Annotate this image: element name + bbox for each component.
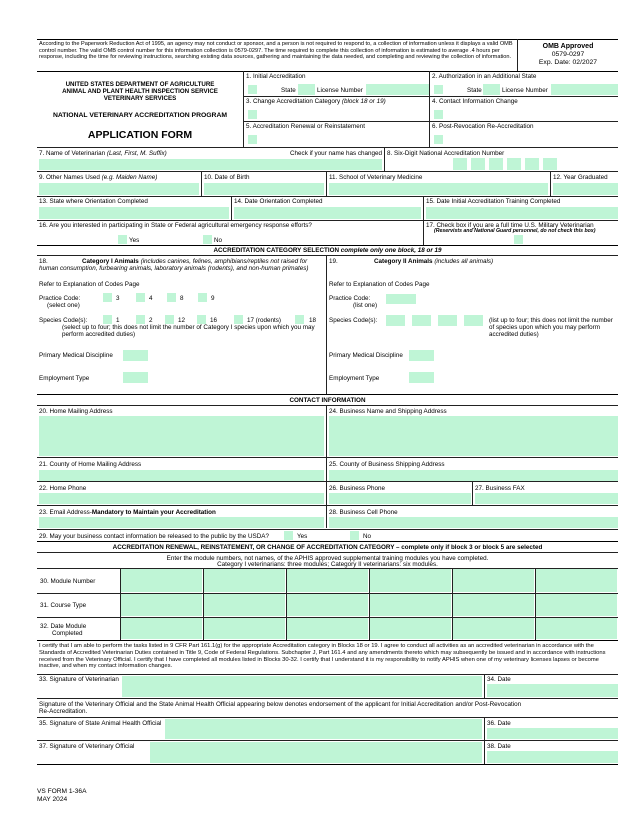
b19-employment-field[interactable] (409, 372, 434, 383)
agency-line-1: UNITED STATES DEPARTMENT OF AGRICULTURE (65, 81, 215, 88)
date-of-birth-field[interactable] (204, 183, 324, 195)
practice-code-9-checkbox[interactable] (198, 293, 207, 302)
accreditation-digit-4[interactable] (507, 158, 521, 170)
b18-species-note-1: (select up to four; this does not limit the number of Category I species upon which you may (62, 324, 315, 331)
b18-refer-codes: Refer to Explanation of Codes Page (39, 281, 140, 288)
b19-species-note-3: accredited duties) (489, 331, 539, 338)
block-22-label: 22. Home Phone (39, 485, 87, 492)
b19-refer-codes: Refer to Explanation of Codes Page (329, 281, 430, 288)
form-number: VS FORM 1-36A (37, 788, 87, 795)
module-number-cell-4[interactable] (370, 569, 451, 592)
b19-primary-discipline-label: Primary Medical Discipline (329, 352, 403, 359)
practice-code-4-checkbox[interactable] (136, 293, 145, 302)
paperwork-notice: According to the Paperwork Reduction Act of 1995, an agency may not conduct or sponsor, and a person is not required to respond to, a collection of information unless it displays a valid OMB control number. The valid OMB control number for this information collection is 0579-0297. The time required to complete this collection of information is estimated to average .4 hours per response, including the time for reviewing instructions, searching existing data sources, gathering and maintaining the data needed, and completing and reviewing the collection of information. (39, 41, 513, 61)
initial-accreditation-checkbox[interactable] (248, 85, 257, 94)
block-6-label: 6. Post-Revocation Re-Accreditation (432, 123, 534, 130)
emergency-no-checkbox[interactable] (203, 235, 212, 244)
b18-species-note-2: perform accredited duties) (62, 331, 136, 338)
date-completed-cell-4[interactable] (370, 618, 451, 639)
block-8-label: 8. Six-Digit National Accreditation Number (387, 150, 505, 157)
block-13-label: 13. State where Orientation Completed (39, 198, 148, 205)
b19-species-note-2: of species upon which you may perform (489, 324, 600, 331)
veterinarian-date-field[interactable] (487, 684, 618, 697)
course-type-cell-5[interactable] (453, 594, 534, 616)
b19-species-1-field[interactable] (386, 315, 405, 326)
module-number-cell-2[interactable] (204, 569, 285, 592)
application-form-page: According to the Paperwork Reduction Act of 1995, an agency may not conduct or sponsor, and a person is not required to respond to, a collection of information unless it displays a valid OMB control number. The valid OMB control number for this information collection is 0579-0297. The time required to complete this collection of information is estimated to average .4 hours per response, including the time for reviewing instructions, searching existing data sources, gathering and maintaining the data needed, and completing and reviewing the collection of information. OMB Approved 0579-0297 Exp. Date: 02/2027 UNITED STATES DEPARTMENT OF AGRICULTURE ANIMAL AND PLANT HEALTH INSPECTION SERVICE VETERINARY SERVICES NATIONAL VETERINARY ACCREDITATION PROGRAM APPLICATION FORM 1. Initial Accreditation State License Number 2. Authorization in an Additional State State License Number 3. Change Accreditation Category (block 18 or 19) 4. Contact Information Change 5. Accreditation Renewal or Reinstatement 6. Post-Revocation Re-Accreditation 7. Name of Veterinarian (Last, First, M. Suffix) Check if your name has changed 8. Six-Digit National Accreditation Number 9. Other Names Used (e.g. Maiden Name) 10. Date of Birth 11. School of Veterinary Medicine 12. Year Graduated 13. State where Orientation Completed 14. Date Orientation Completed 15. Date Initial Accreditation Training Completed 16. Are you interested in participating in State or Federal agricultural emergency response efforts? Yes No 17. Check box if you are a full time U.S. Military Veterinarian (Reservists and National Guard personnel, do not check this box) ACCREDITATION CATEGORY SELECTION complete only one block, 18 or 19 18. Category I Animals (includes canines, felines, amphibians/reptiles not raised for human consumption, furbearing animals, laboratory animals (rodents), and non-human primates) Refer to Explanation of Codes Page Practice Code: (select one) 3 4 8 9 Species Code(s): 1 2 12 16 17 (rodents) 18 (select up to four; this does not limit the number of Category I species upon which you may perform accredited duties) Primary Medical Discipline Employment Type 19. Category II Animals (includes all animals) Refer to Explanation of Codes Page Practice Code: (list one) Species Code(s): (list up to four; this does not limit the number of species upon which you may perform accredited duties) Primary Medical Discipline Employment Type CONTACT INFORMATION 20. Home Mailing Address 24. Business Name and Shipping Address 21. County of Home Mailing Address 25. County of Business Shipping Address 22. Home Phone 26. Business Phone 27. Business FAX 23. Email Address-Mandatory to Maintain your Accreditation 28. Business Cell Phone 29. May your business contact information be released to the public by the USDA? Yes No ACCREDITATION RENEWAL, REINSTATEMENT, OR CHANGE OF ACCREDITATION CATEGORY – complete only if block 3 or block 5 are selected Enter the module numbers, not names, of the APHIS approved supplemental training modules you have completed. Category I veterinarians: three modules; Category II veterinarians: six modules. 30. Module Number 31. Course Type 32. Date Module Completed I certify that I am able to perform the tasks listed in 9 CFR Part 161.1(g) for the appropriate Accreditation category in Blocks 18 or 19. I agree to conduct all activities as an accredited veterinarian in accordance with the Standards of Accredited Veterinarian Duties contained in Title 9, Code of Federal Regulations. Subchapter J, Part 161.4 and any amendments thereto which may subsequently be issued and in accordance with instructions received from the Veterinary Official. I certify that I have completed all modules listed in Blocks 30-32. I certify that I understand it is my responsibility to notify APHIS when one of my veterinary licenses lapses or become inactive, and when my contact information changes. 33. Signature of Veterinarian 34. Date Signature of the Veterinary Official and the State Animal Health Official appearing below denotes endorsement of the applicant for Initial Accreditation and/or Post-Revocation Re-Accreditation. 35. Signature of State Animal Health Official 36. Date 37. Signature of Veterinary Official 38. Date VS FORM 1-36A MAY 2024 (0, 0, 640, 828)
module-number-cell-6[interactable] (536, 569, 617, 592)
renewal-heading: ACCREDITATION RENEWAL, REINSTATEMENT, OR CHANGE OF ACCREDITATION CATEGORY – complete only if block 3 or block 5 are selected (112, 544, 543, 551)
module-number-cell-1[interactable] (121, 569, 202, 592)
block-18-title: Category I Animals (includes canines, felines, amphibians/reptiles not raised for (82, 258, 308, 265)
veterinary-official-date-field[interactable] (487, 751, 618, 763)
endorsement-text-1: Signature of the Veterinary Official and the State Animal Health Official appearing below denotes endorsement of the applicant for Initial Accreditation and/or Post-Revocation (39, 701, 522, 708)
block-4-label: 4. Contact Information Change (432, 98, 518, 105)
top-rule (37, 39, 618, 40)
home-phone-field[interactable] (39, 493, 324, 504)
module-number-cell-3[interactable] (287, 569, 368, 592)
course-type-cell-2[interactable] (204, 594, 285, 616)
module-number-cell-5[interactable] (453, 569, 534, 592)
b1-state-field[interactable] (298, 84, 315, 95)
b1-license-number-field[interactable] (366, 84, 429, 95)
form-date: MAY 2024 (37, 796, 68, 803)
species-18-checkbox[interactable] (295, 315, 304, 324)
block-24-label: 24. Business Name and Shipping Address (329, 408, 447, 415)
b18-employment-field[interactable] (123, 372, 148, 383)
block-17-note: (Reservists and National Guard personnel, do not check this box) (434, 228, 596, 234)
b18-employment-label: Employment Type (39, 375, 90, 382)
course-type-cell-6[interactable] (536, 594, 617, 616)
b19-practice-code-label: Practice Code: (329, 295, 371, 302)
renewal-instructions-1: Enter the module numbers, not names, of the APHIS approved supplemental training modules you have completed. (166, 555, 489, 562)
name-changed-label: Check if your name has changed (290, 150, 383, 157)
omb-approved-label: OMB Approved (542, 43, 594, 50)
block-2-label: 2. Authorization in an Additional State (432, 73, 537, 80)
home-address-field[interactable] (39, 416, 324, 456)
block-1-label: 1. Initial Accreditation (246, 73, 306, 80)
other-names-field[interactable] (39, 183, 199, 195)
endorsement-text-2: Re-Accreditation. (39, 708, 88, 715)
veterinary-official-signature-field[interactable] (150, 742, 482, 763)
training-date-field[interactable] (426, 207, 618, 219)
post-revocation-checkbox[interactable] (434, 135, 443, 144)
certification-text: I certify that I am able to perform the tasks listed in 9 CFR Part 161.1(g) for the appropriate Accreditation category in Blocks 18 or 19. I agree to conduct all activities as an accredited veterinarian in accordance with the Standards of Accredited Veterinarian Duties contained in Title 9, Code of Federal Regulations. Subchapter J, Part 161.4 and any amendments thereto which may subsequently be issued and in accordance with instructions received from the Veterinary Official. I certify that I have completed all modules listed in Blocks 30-32. I certify that I understand it is my responsibility to notify APHIS when one of my veterinary licenses lapses or become inactive, and when my contact information changes. (39, 643, 606, 670)
school-field[interactable] (329, 183, 548, 195)
date-completed-cell-6[interactable] (536, 618, 617, 639)
block-37-label: 37. Signature of Veterinary Official (39, 743, 135, 750)
date-completed-cell-1[interactable] (121, 618, 202, 639)
block-38-label: 38. Date (487, 743, 511, 750)
program-name: NATIONAL VETERINARY ACCREDITATION PROGRAM (52, 112, 228, 119)
block-12-label: 12. Year Graduated (553, 174, 608, 181)
b2-state-field[interactable] (483, 84, 500, 95)
block-20-label: 20. Home Mailing Address (39, 408, 113, 415)
b18-primary-discipline-field[interactable] (123, 350, 148, 361)
renewal-checkbox[interactable] (248, 135, 257, 144)
military-checkbox[interactable] (514, 235, 523, 244)
block-5-label: 5. Accreditation Renewal or Reinstatement (246, 123, 366, 130)
b19-species-label: Species Code(s): (329, 317, 378, 324)
course-type-cell-1[interactable] (121, 594, 202, 616)
year-graduated-field[interactable] (553, 183, 618, 195)
business-cell-field[interactable] (329, 517, 618, 528)
block-34-label: 34. Date (487, 676, 511, 683)
block-17-label: 17. Check box if you are a full time U.S. Military Veterinarian (426, 222, 594, 229)
contact-heading: CONTACT INFORMATION (289, 397, 366, 404)
release-no-checkbox[interactable] (350, 531, 359, 540)
block-21-label: 21. County of Home Mailing Address (39, 461, 142, 468)
species-17-checkbox[interactable] (234, 315, 243, 324)
block-35-label: 35. Signature of State Animal Health Official (39, 720, 162, 727)
b19-species-4-field[interactable] (464, 315, 483, 326)
state-official-signature-field[interactable] (165, 719, 482, 739)
species-12-checkbox[interactable] (165, 315, 174, 324)
agency-line-3: VETERINARY SERVICES (103, 95, 177, 102)
category-heading: ACCREDITATION CATEGORY SELECTION complete only one block, 18 or 19 (213, 247, 442, 254)
block-10-label: 10. Date of Birth (204, 174, 250, 181)
accreditation-digit-2[interactable] (471, 158, 485, 170)
b18-practice-code-label: Practice Code: (39, 295, 81, 302)
block-29-label: 29. May your business contact information be released to the public by the USDA? (39, 533, 269, 540)
business-phone-field[interactable] (329, 493, 471, 504)
change-category-checkbox[interactable] (248, 110, 257, 119)
accreditation-digit-6[interactable] (543, 158, 557, 170)
b19-practice-code-field[interactable] (386, 294, 416, 304)
species-2-checkbox[interactable] (136, 315, 145, 324)
block-9-label: 9. Other Names Used (e.g. Maiden Name) (39, 174, 158, 181)
block-27-label: 27. Business FAX (475, 485, 525, 492)
block-36-label: 36. Date (487, 720, 511, 727)
b18-primary-discipline-label: Primary Medical Discipline (39, 352, 113, 359)
business-fax-field[interactable] (475, 493, 618, 504)
orientation-date-field[interactable] (234, 207, 421, 219)
b19-primary-discipline-field[interactable] (409, 350, 434, 361)
date-completed-cell-5[interactable] (453, 618, 534, 639)
date-completed-cell-2[interactable] (204, 618, 285, 639)
block-7-label: 7. Name of Veterinarian (Last, First, M. Suffix) (39, 150, 167, 157)
omb-number: 0579-0297 (551, 51, 585, 58)
omb-exp-date: Exp. Date: 02/2027 (538, 59, 598, 66)
email-field[interactable] (39, 517, 324, 528)
renewal-instructions-2: Category I veterinarians: three modules; Category II veterinarians: six modules. (217, 561, 438, 568)
block-30-label: 30. Module Number (40, 578, 96, 585)
contact-change-checkbox[interactable] (434, 110, 443, 119)
practice-code-8-checkbox[interactable] (167, 293, 176, 302)
emergency-yes-checkbox[interactable] (118, 235, 127, 244)
veterinarian-name-field[interactable] (39, 159, 382, 170)
block-3-label: 3. Change Accreditation Category (block 18 or 19) (246, 98, 386, 105)
block-28-label: 28. Business Cell Phone (329, 509, 398, 516)
b19-species-note-1: (list up to four; this does not limit the number (489, 317, 613, 324)
block-23-label: 23. Email Address-Mandatory to Maintain your Accreditation (39, 509, 216, 516)
date-completed-cell-3[interactable] (287, 618, 368, 639)
accreditation-digit-5[interactable] (525, 158, 539, 170)
block-33-label: 33. Signature of Veterinarian (39, 676, 119, 683)
business-address-field[interactable] (329, 416, 618, 456)
name-changed-checkbox[interactable] (372, 160, 381, 169)
block-26-label: 26. Business Phone (329, 485, 386, 492)
release-yes-checkbox[interactable] (284, 531, 293, 540)
block-31-label: 31. Course Type (40, 602, 87, 609)
block-32-label: 32. Date Module (40, 623, 87, 630)
species-16-checkbox[interactable] (197, 315, 206, 324)
additional-state-checkbox[interactable] (434, 85, 443, 94)
b2-license-number-field[interactable] (551, 84, 618, 95)
accreditation-digit-1[interactable] (453, 158, 467, 170)
block-11-label: 11. School of Veterinary Medicine (329, 174, 423, 181)
practice-code-3-checkbox[interactable] (103, 293, 112, 302)
block-14-label: 14. Date Orientation Completed (234, 198, 323, 205)
orientation-state-field[interactable] (39, 207, 229, 219)
block-25-label: 25. County of Business Shipping Address (329, 461, 445, 468)
course-type-cell-4[interactable] (370, 594, 451, 616)
block-15-label: 15. Date Initial Accreditation Training Completed (426, 198, 561, 205)
block-18-desc: human consumption, furbearing animals, laboratory animals (rodents), and non-human primates) (39, 265, 309, 272)
species-1-checkbox[interactable] (103, 315, 112, 324)
state-official-date-field[interactable] (487, 728, 618, 739)
block-19-title: Category II Animals (includes all animals) (374, 258, 494, 265)
b19-employment-label: Employment Type (329, 375, 380, 382)
course-type-cell-3[interactable] (287, 594, 368, 616)
veterinarian-signature-field[interactable] (122, 676, 482, 697)
form-title: APPLICATION FORM (87, 129, 193, 141)
accreditation-digit-3[interactable] (489, 158, 503, 170)
b19-species-2-field[interactable] (412, 315, 431, 326)
b18-species-label: Species Code(s): (39, 317, 88, 324)
business-county-field[interactable] (329, 470, 618, 481)
b19-species-3-field[interactable] (438, 315, 457, 326)
agency-line-2: ANIMAL AND PLANT HEALTH INSPECTION SERVICE (62, 88, 218, 95)
block-16-label: 16. Are you interested in participating in State or Federal agricultural emergency response efforts? (39, 222, 312, 229)
home-county-field[interactable] (39, 470, 324, 481)
